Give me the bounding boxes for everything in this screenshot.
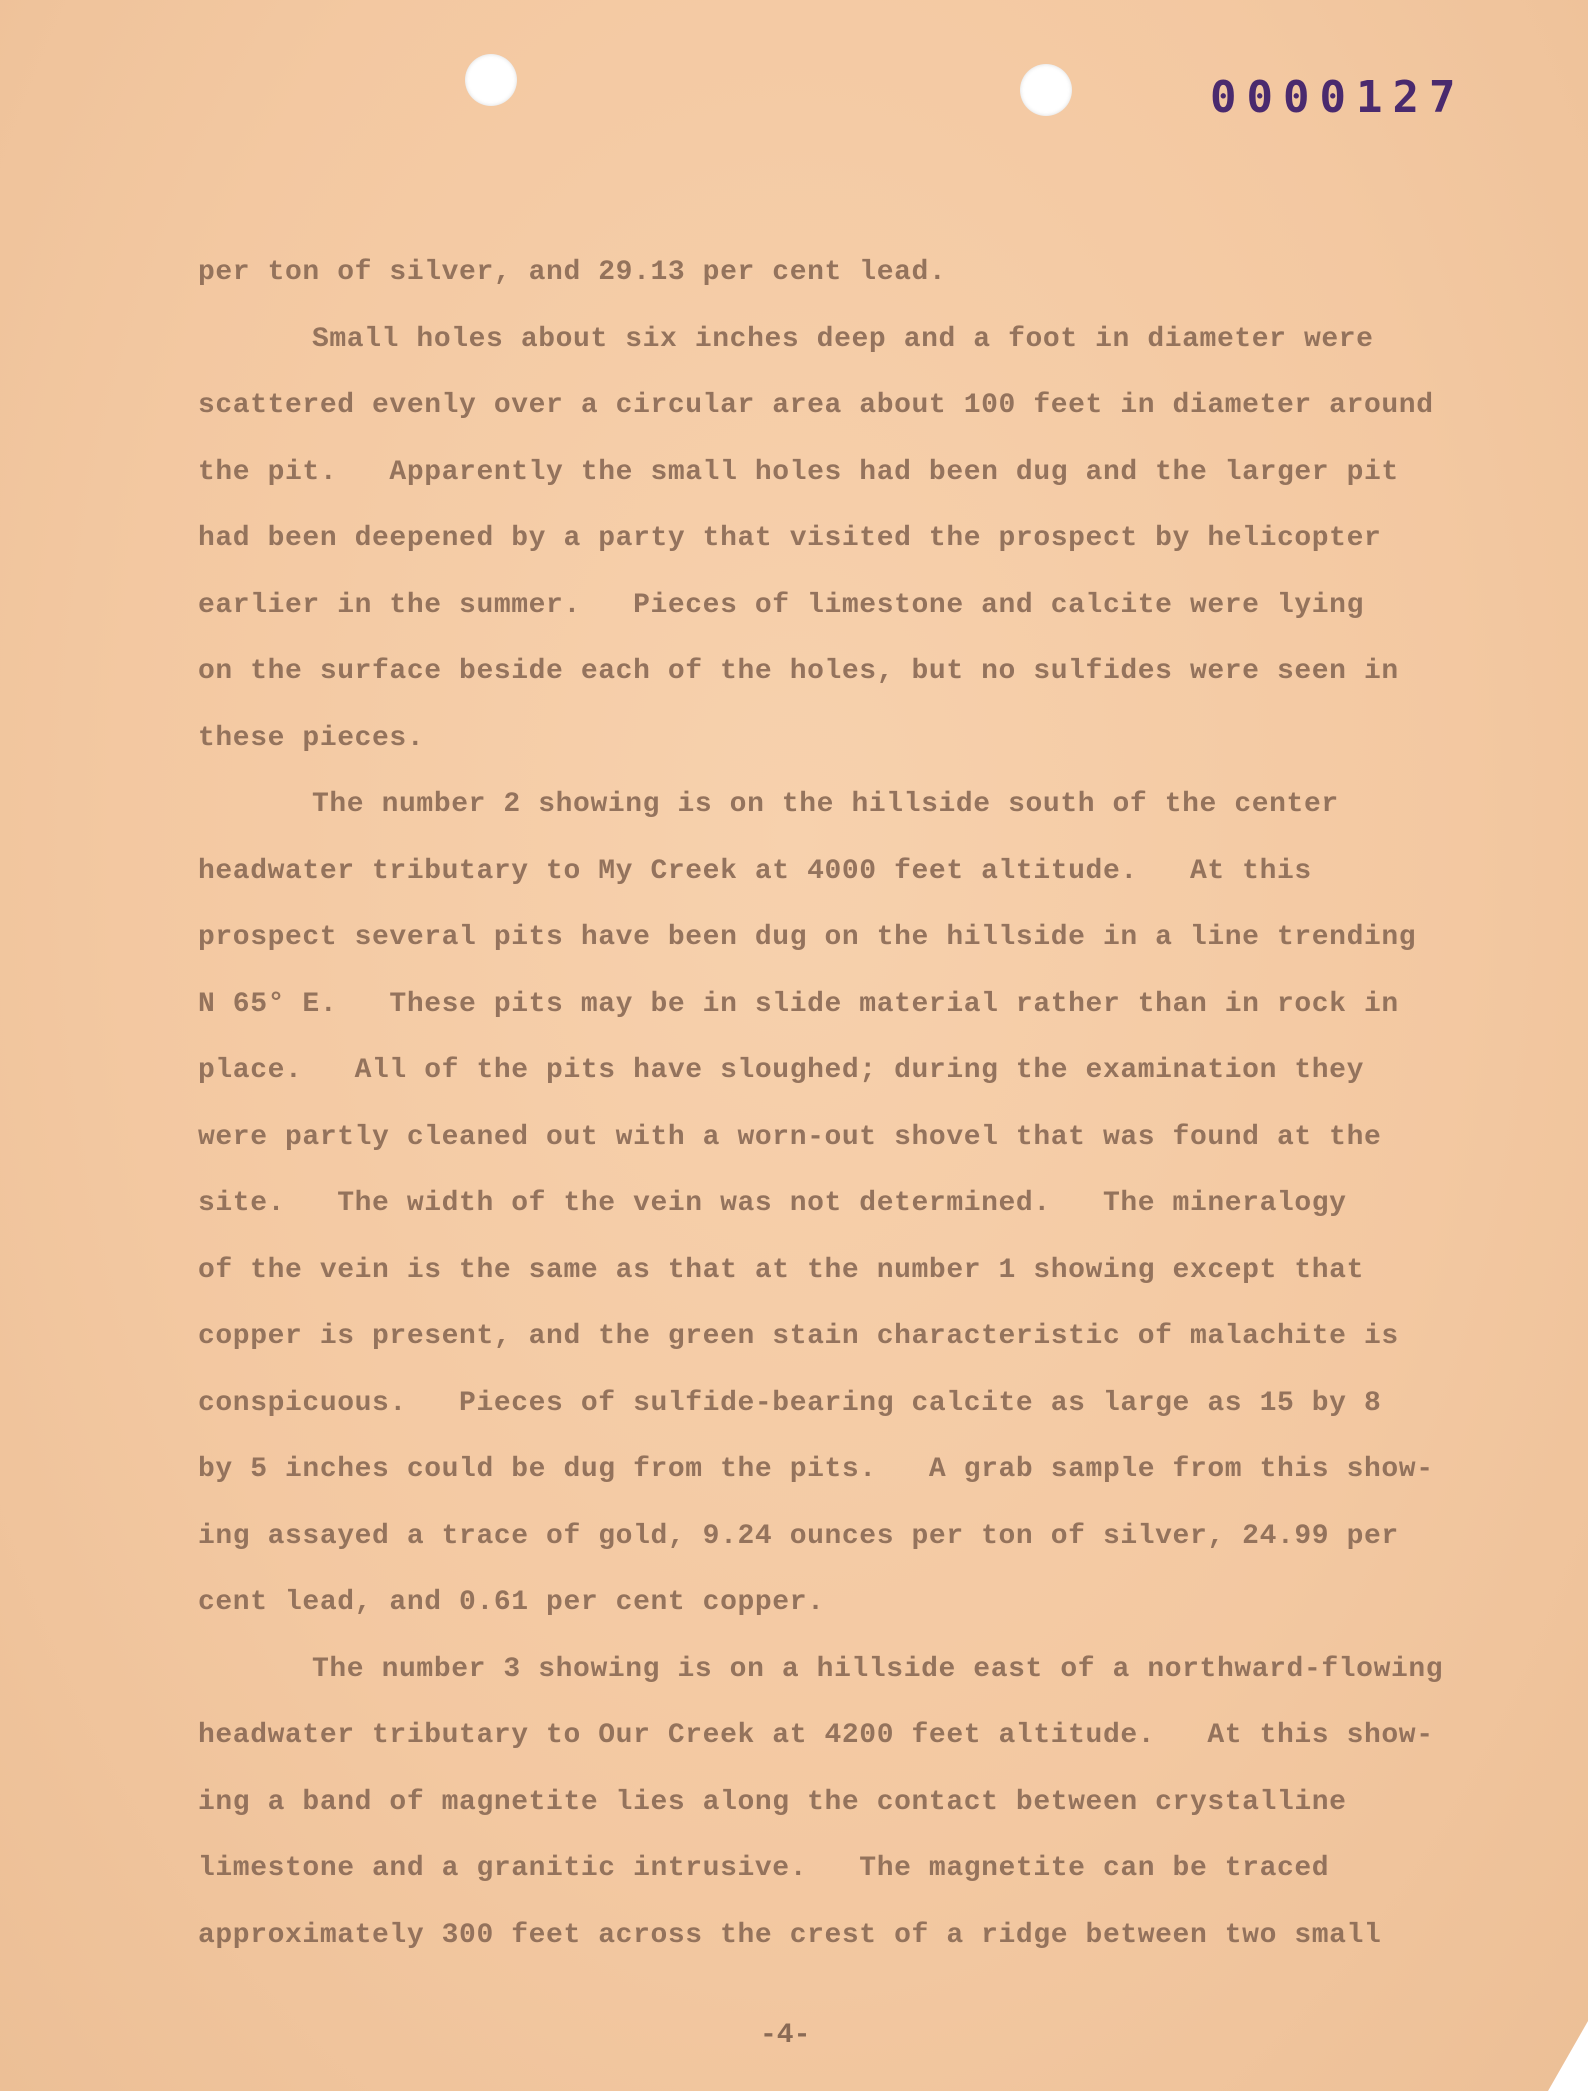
- text-line: place. All of the pits have sloughed; during the examination they: [198, 1055, 1364, 1086]
- text-line: ing a band of magnetite lies along the contact between crystalline: [198, 1786, 1347, 1818]
- text-line: were partly cleaned out with a worn-out shovel that was found at the: [198, 1121, 1382, 1153]
- text-line: N 65° E. These pits may be in slide material rather than in rock in: [198, 988, 1399, 1020]
- typed-body-text: [198, 240, 1444, 1969]
- document-stamp-number: 0000127: [1210, 72, 1466, 123]
- text-line: by 5 inches could be dug from the pits. A grab sample from this show-: [198, 1454, 1434, 1485]
- page-number: -4-: [760, 2020, 811, 2051]
- text-line: approximately 300 feet across the crest of a ridge between two small: [198, 1919, 1382, 1951]
- text-line: the pit. Apparently the small holes had been dug and the larger pit: [198, 456, 1399, 488]
- text-line: cent lead, and 0.61 per cent copper.: [198, 1587, 825, 1618]
- text-line: headwater tributary to Our Creek at 4200 feet altitude. At this show-: [198, 1720, 1434, 1751]
- text-line: prospect several pits have been dug on the hillside in a line trending: [198, 922, 1417, 953]
- text-line: on the surface beside each of the holes, but no sulfides were seen in: [198, 656, 1399, 687]
- text-line: copper is present, and the green stain characteristic of malachite is: [198, 1321, 1399, 1352]
- text-line: earlier in the summer. Pieces of limestone and calcite were lying: [198, 589, 1364, 621]
- text-line: per ton of silver, and 29.13 per cent lead.: [198, 257, 947, 288]
- punch-hole-left: [465, 54, 517, 106]
- text-line: Small holes about six inches deep and a foot in diameter were: [312, 323, 1374, 355]
- text-line: of the vein is the same as that at the number 1 showing except that: [198, 1254, 1364, 1286]
- text-line: limestone and a granitic intrusive. The magnetite can be traced: [198, 1853, 1330, 1884]
- text-line: conspicuous. Pieces of sulfide-bearing calcite as large as 15 by 8: [198, 1387, 1382, 1419]
- text-line: these pieces.: [198, 722, 425, 754]
- text-line: headwater tributary to My Creek at 4000 feet altitude. At this: [198, 855, 1312, 887]
- text-line: scattered evenly over a circular area about 100 feet in diameter around: [198, 390, 1434, 421]
- text-line: site. The width of the vein was not determined. The mineralogy: [198, 1188, 1347, 1219]
- text-line: had been deepened by a party that visited the prospect by helicopter: [198, 523, 1382, 554]
- punch-hole-right: [1020, 64, 1072, 116]
- text-line: The number 3 showing is on a hillside east of a northward-flowing: [312, 1653, 1444, 1685]
- text-line: ing assayed a trace of gold, 9.24 ounces per ton of silver, 24.99 per: [198, 1520, 1399, 1552]
- folded-corner: [1548, 2021, 1588, 2091]
- text-line: The number 2 showing is on the hillside south of the center: [312, 789, 1339, 820]
